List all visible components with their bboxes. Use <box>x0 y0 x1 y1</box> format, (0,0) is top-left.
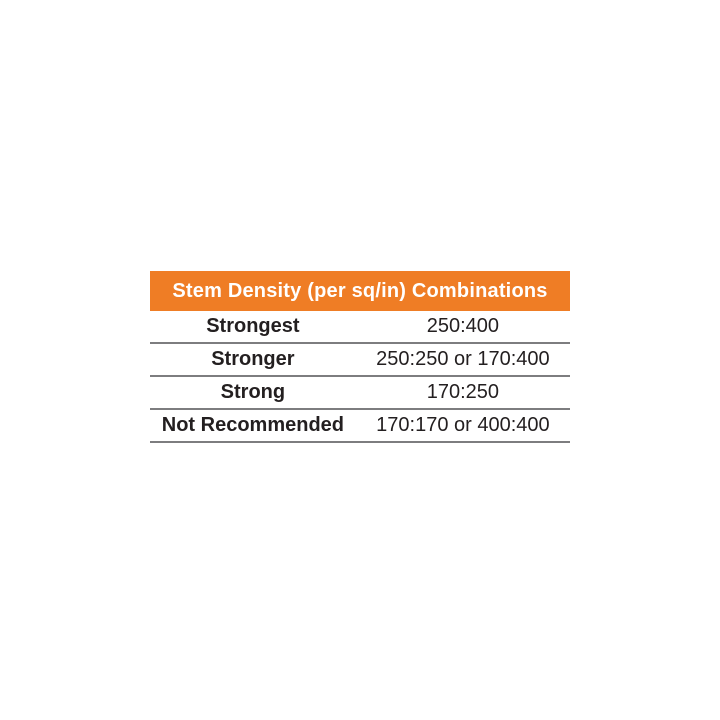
row-value: 250:400 <box>426 315 500 337</box>
row-value: 170:250 <box>426 381 500 403</box>
table-header <box>150 271 570 311</box>
table-title: Stem Density (per sq/in) Combinations <box>172 279 548 302</box>
table-row <box>150 410 570 443</box>
table-row <box>150 311 570 344</box>
row-label: Not Recommended <box>161 414 345 436</box>
table-row <box>150 377 570 410</box>
row-label: Strongest <box>206 315 300 337</box>
row-value: 170:170 or 400:400 <box>376 414 550 436</box>
row-label: Strong <box>220 381 286 403</box>
row-value: 250:250 or 170:400 <box>376 348 550 370</box>
row-label: Stronger <box>211 348 295 370</box>
stem-density-table <box>150 271 570 443</box>
table-row <box>150 344 570 377</box>
